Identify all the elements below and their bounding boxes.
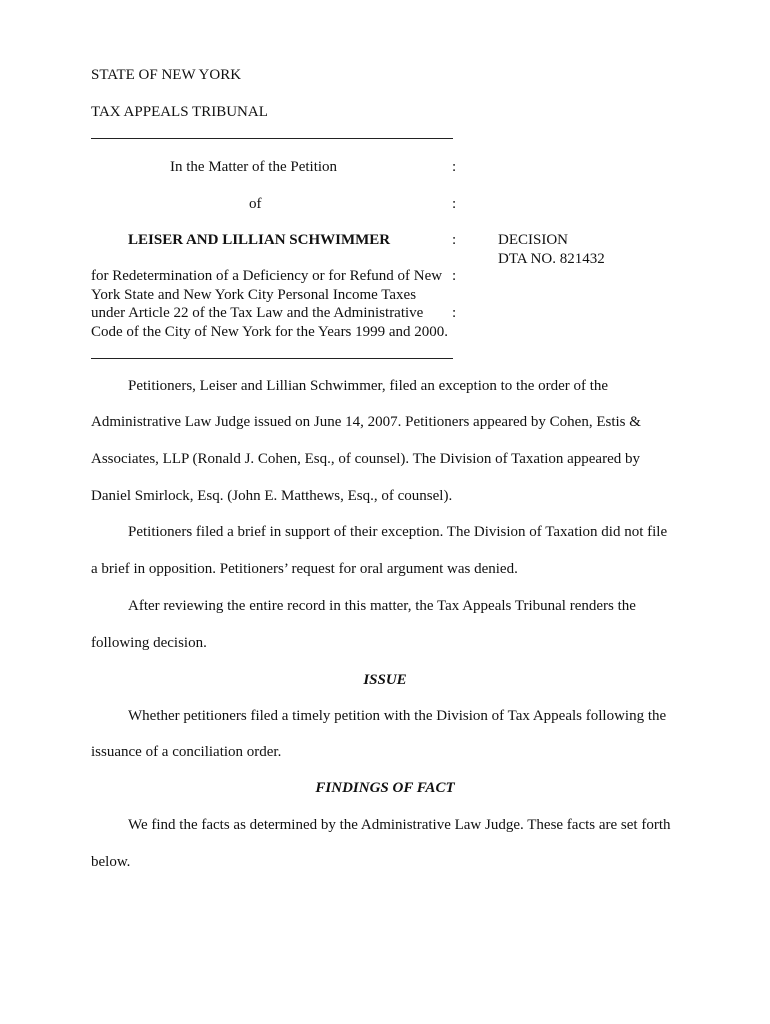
top-divider xyxy=(91,138,453,139)
body-line: Daniel Smirlock, Esq. (John E. Matthews, Esq., of counsel). xyxy=(91,488,453,504)
petitioner-names: LEISER AND LILLIAN SCHWIMMER xyxy=(128,232,391,248)
matter-line: In the Matter of the Petition xyxy=(170,159,338,175)
of-line: of xyxy=(249,196,262,212)
body-line: Associates, LLP (Ronald J. Cohen, Esq., of counsel). The Division of Taxation appeared by xyxy=(91,451,640,467)
section-heading-issue: ISSUE xyxy=(363,672,407,688)
body-line: Petitioners, Leiser and Lillian Schwimmer, filed an exception to the order of the xyxy=(128,378,609,394)
caption-colon: : xyxy=(452,268,457,284)
tribunal-line: TAX APPEALS TRIBUNAL xyxy=(91,104,268,120)
redetermination-line: Code of the City of New York for the Years 1999 and 2000. xyxy=(91,323,449,340)
body-line: Administrative Law Judge issued on June 14, 2007. Petitioners appeared by Cohen, Estis & xyxy=(91,414,641,430)
redetermination-block xyxy=(91,267,451,341)
body-line: We find the facts as determined by the Administrative Law Judge. These facts are set forth xyxy=(128,817,671,833)
redetermination-line: York State and New York City Personal Income Taxes xyxy=(91,286,417,303)
body-line: below. xyxy=(91,854,131,870)
body-line: Whether petitioners filed a timely petition with the Division of Tax Appeals following the xyxy=(128,708,667,724)
dta-number: DTA NO. 821432 xyxy=(498,251,605,267)
body-line: Petitioners filed a brief in support of their exception. The Division of Taxation did not file xyxy=(128,524,668,540)
decision-label: DECISION xyxy=(498,232,568,248)
caption-colon: : xyxy=(452,159,457,175)
body-line: After reviewing the entire record in this matter, the Tax Appeals Tribunal renders the xyxy=(128,598,636,614)
section-heading-findings: FINDINGS OF FACT xyxy=(315,780,455,796)
body-line: following decision. xyxy=(91,635,207,651)
caption-colon: : xyxy=(452,232,457,248)
body-line: issuance of a conciliation order. xyxy=(91,744,282,760)
jurisdiction-line: STATE OF NEW YORK xyxy=(91,67,242,83)
body-line: a brief in opposition. Petitioners’ request for oral argument was denied. xyxy=(91,561,518,577)
redetermination-line: for Redetermination of a Deficiency or for Refund of New xyxy=(91,268,443,284)
caption-colon: : xyxy=(452,305,457,321)
caption-colon: : xyxy=(452,196,457,212)
bottom-divider xyxy=(91,358,453,359)
redetermination-line: under Article 22 of the Tax Law and the Administrative xyxy=(91,305,424,321)
